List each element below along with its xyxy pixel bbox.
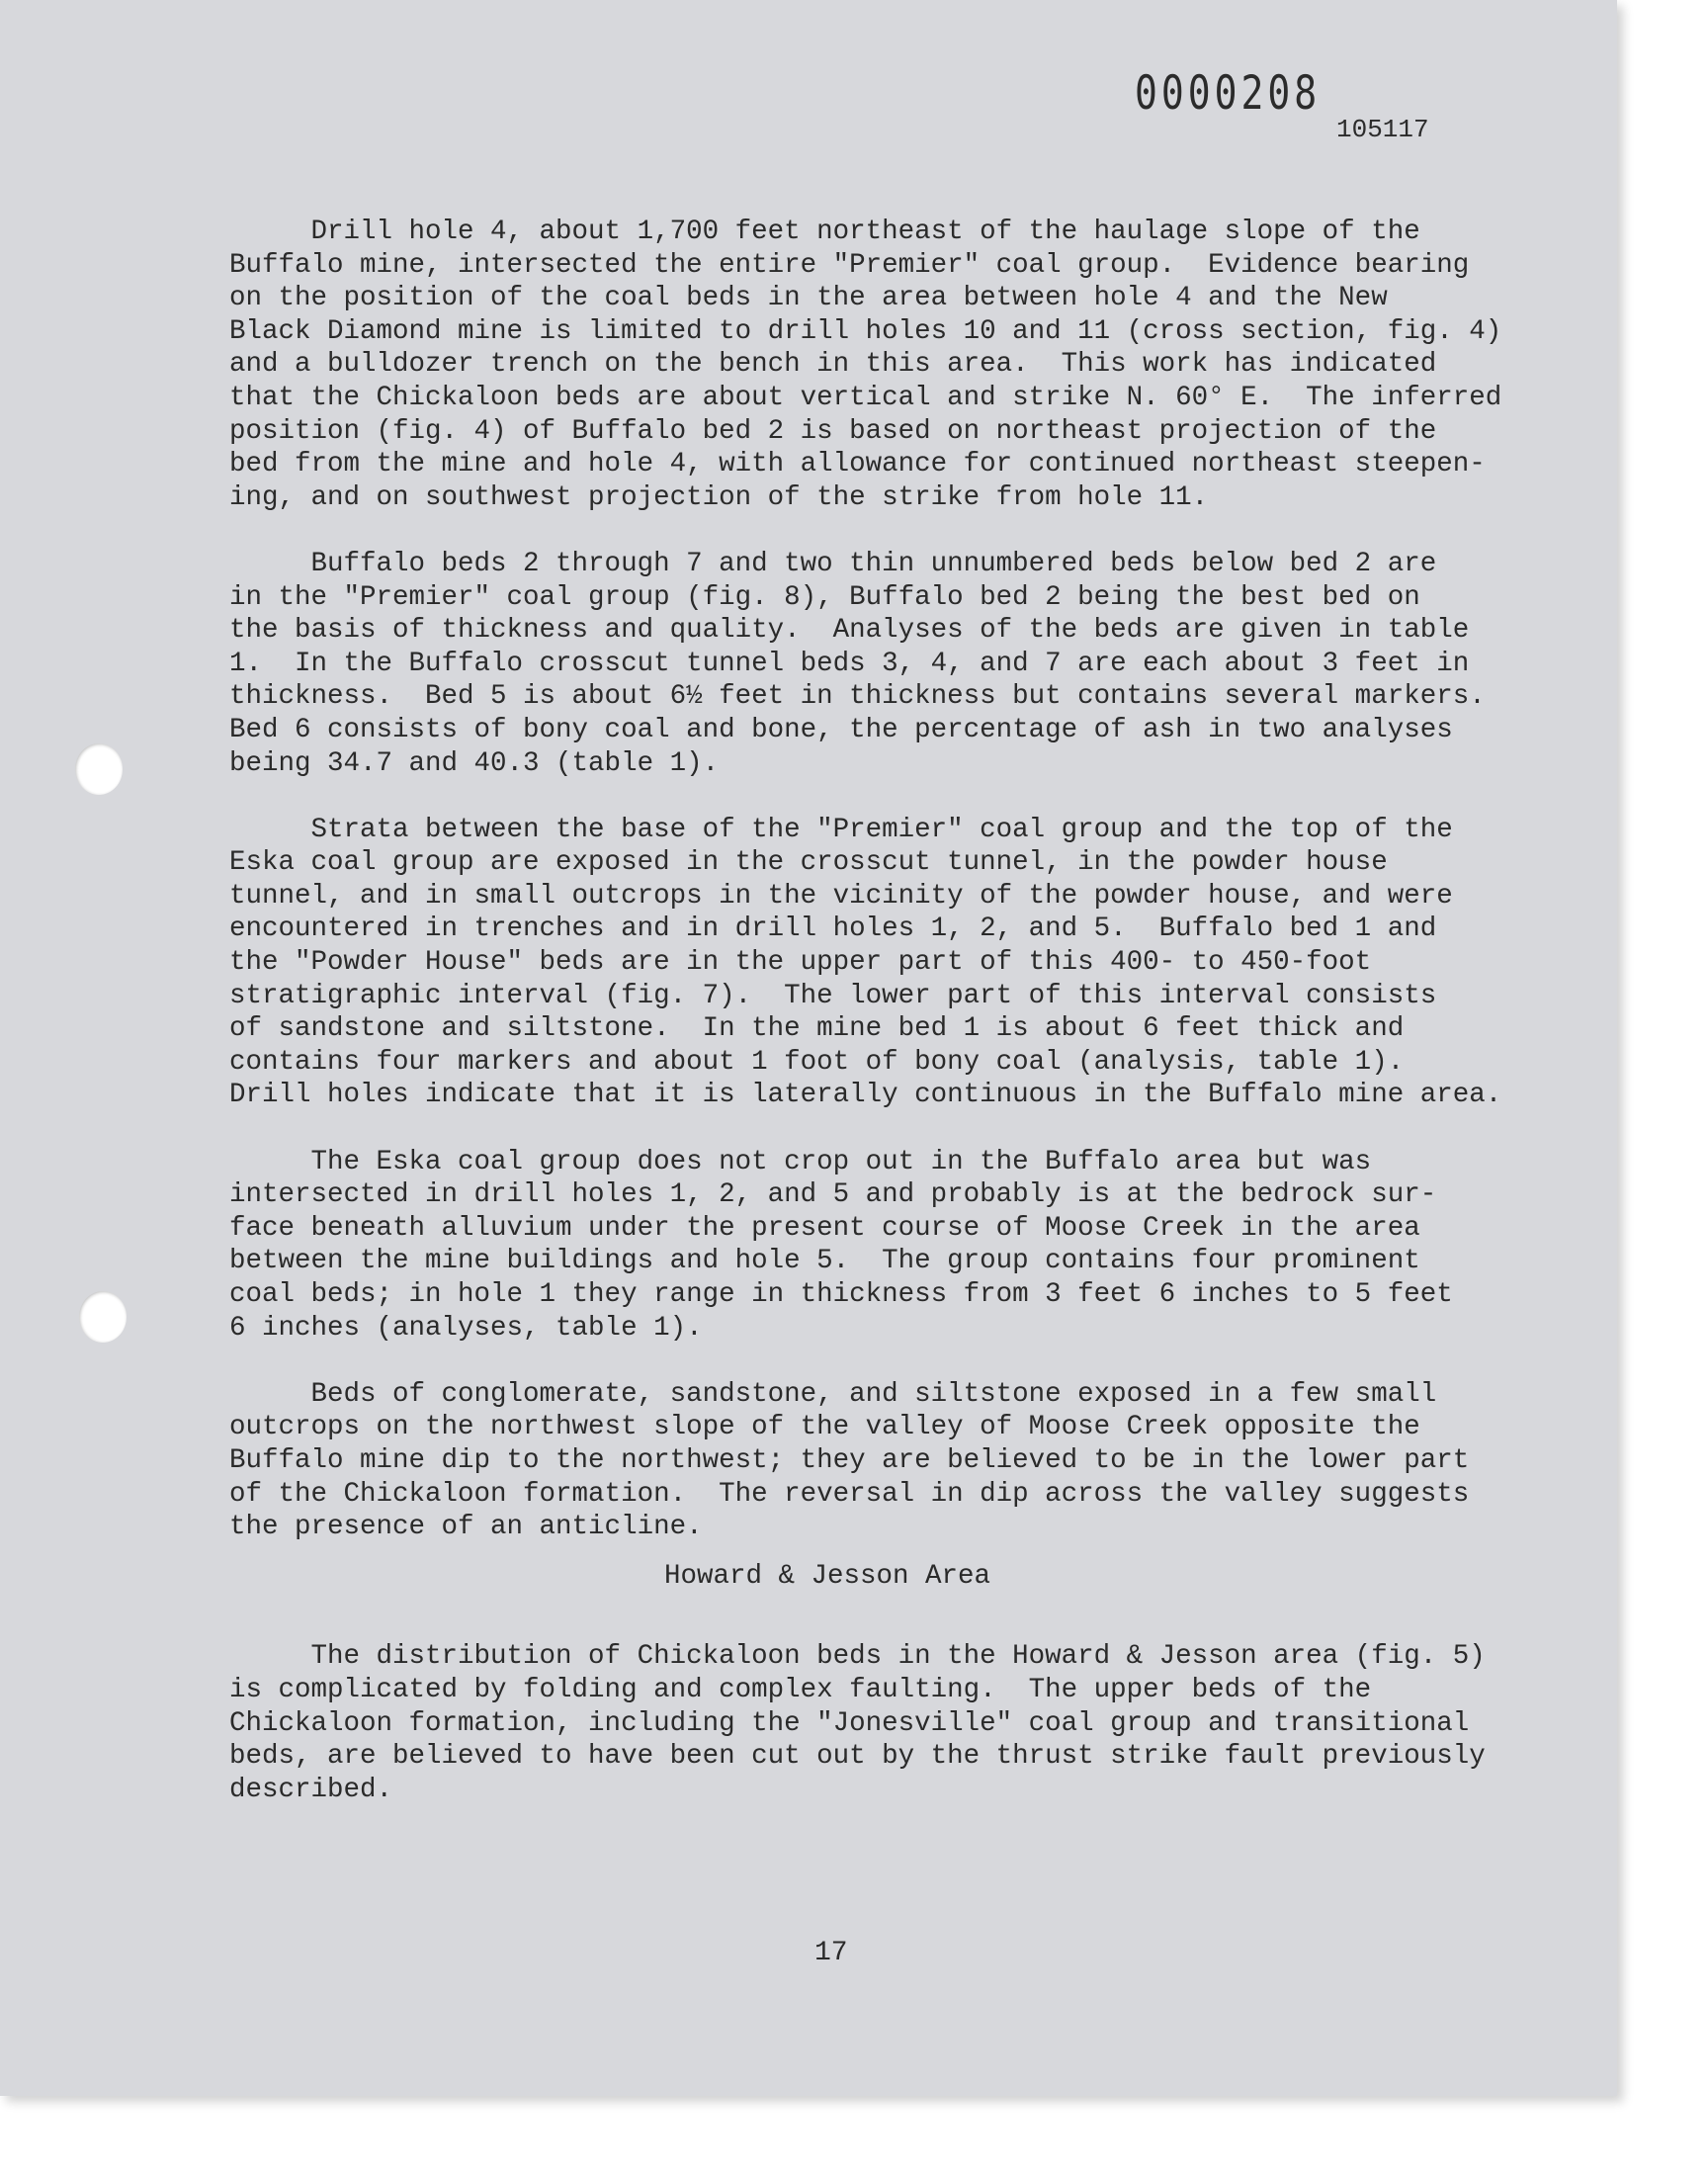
text-line: The distribution of Chickaloon beds in the Howard & Jesson area (fig. 5)	[229, 1641, 1486, 1673]
text-line: on the position of the coal beds in the area between hole 4 and the New	[229, 283, 1388, 314]
text-line: the presence of an anticline.	[229, 1512, 703, 1543]
document-number: 0000208	[1135, 65, 1322, 120]
text-line: encountered in trenches and in drill holes 1, 2, and 5. Buffalo bed 1 and	[229, 914, 1437, 945]
text-line: contains four markers and about 1 foot of bony coal (analysis, table 1).	[229, 1046, 1405, 1078]
punch-hole-lower	[79, 1291, 127, 1343]
text-line: stratigraphic interval (fig. 7). The lower part of this interval consists	[229, 980, 1437, 1011]
text-line: of sandstone and siltstone. In the mine bed 1 is about 6 feet thick and	[229, 1013, 1405, 1045]
paragraph	[229, 814, 1534, 1112]
text-line: of the Chickaloon formation. The reversal in dip across the valley suggests	[229, 1478, 1470, 1510]
text-line: Beds of conglomerate, sandstone, and siltstone exposed in a few small	[229, 1378, 1437, 1410]
text-line: Black Diamond mine is limited to drill holes 10 and 11 (cross section, fig. 4)	[229, 315, 1502, 347]
text-line: intersected in drill holes 1, 2, and 5 and probably is at the bedrock sur-	[229, 1179, 1437, 1211]
text-line: described.	[229, 1774, 393, 1805]
text-line: position (fig. 4) of Buffalo bed 2 is based on northeast projection of the	[229, 415, 1437, 447]
text-line: outcrops on the northwest slope of the valley of Moose Creek opposite the	[229, 1412, 1420, 1443]
text-line: the basis of thickness and quality. Analyses of the beds are given in table	[229, 615, 1470, 647]
paragraph	[229, 1640, 1534, 1806]
text-line: is complicated by folding and complex faulting. The upper beds of the	[229, 1674, 1372, 1705]
text-line: Drill holes indicate that it is laterally continuous in the Buffalo mine area.	[229, 1080, 1502, 1111]
paragraph	[229, 1146, 1534, 1346]
text-line: that the Chickaloon beds are about vertical and strike N. 60° E. The inferred	[229, 382, 1502, 413]
text-line: Strata between the base of the "Premier" coal group and the top of the	[229, 814, 1453, 845]
text-line: The Eska coal group does not crop out in the Buffalo area but was	[229, 1146, 1372, 1177]
page-body	[229, 216, 1534, 1840]
text-line: and a bulldozer trench on the bench in this area. This work has indicated	[229, 349, 1437, 381]
paragraph	[229, 1378, 1534, 1544]
sub-document-number: 105117	[1336, 115, 1429, 144]
text-line: the "Powder House" beds are in the upper part of this 400- to 450-foot	[229, 947, 1372, 979]
text-line: in the "Premier" coal group (fig. 8), Buffalo bed 2 being the best bed on	[229, 581, 1420, 613]
text-line: beds, are believed to have been cut out by the thrust strike fault previously	[229, 1741, 1486, 1773]
text-line: face beneath alluvium under the present course of Moose Creek in the area	[229, 1212, 1420, 1244]
text-line: Bed 6 consists of bony coal and bone, the percentage of ash in two analyses	[229, 714, 1453, 745]
paragraph	[229, 216, 1534, 514]
text-line: Chickaloon formation, including the "Jonesville" coal group and transitional	[229, 1707, 1470, 1739]
text-line: tunnel, and in small outcrops in the vicinity of the powder house, and were	[229, 880, 1453, 912]
text-line: ing, and on southwest projection of the strike from hole 11.	[229, 481, 1209, 513]
section-heading: Howard & Jesson Area	[664, 1560, 991, 1592]
page-number: 17	[814, 1938, 848, 1968]
text-line: Buffalo mine, intersected the entire "Premier" coal group. Evidence bearing	[229, 249, 1470, 281]
paragraph	[229, 548, 1534, 780]
text-line: Buffalo mine dip to the northwest; they are believed to be in the lower part	[229, 1444, 1470, 1476]
punch-hole-upper	[75, 743, 123, 795]
text-line: bed from the mine and hole 4, with allowance for continued northeast steepen-	[229, 449, 1486, 480]
text-line: Eska coal group are exposed in the crosscut tunnel, in the powder house	[229, 847, 1388, 879]
text-line: coal beds; in hole 1 they range in thickness from 3 feet 6 inches to 5 feet	[229, 1279, 1453, 1310]
text-line: Buffalo beds 2 through 7 and two thin unnumbered beds below bed 2 are	[229, 548, 1437, 579]
text-line: Drill hole 4, about 1,700 feet northeast of the haulage slope of the	[229, 217, 1420, 247]
text-line: being 34.7 and 40.3 (table 1).	[229, 747, 720, 779]
text-line: between the mine buildings and hole 5. The group contains four prominent	[229, 1246, 1420, 1277]
text-line: thickness. Bed 5 is about 6½ feet in thickness but contains several markers.	[229, 681, 1486, 713]
text-line: 6 inches (analyses, table 1).	[229, 1312, 703, 1344]
text-line: 1. In the Buffalo crosscut tunnel beds 3, 4, and 7 are each about 3 feet in	[229, 648, 1470, 679]
